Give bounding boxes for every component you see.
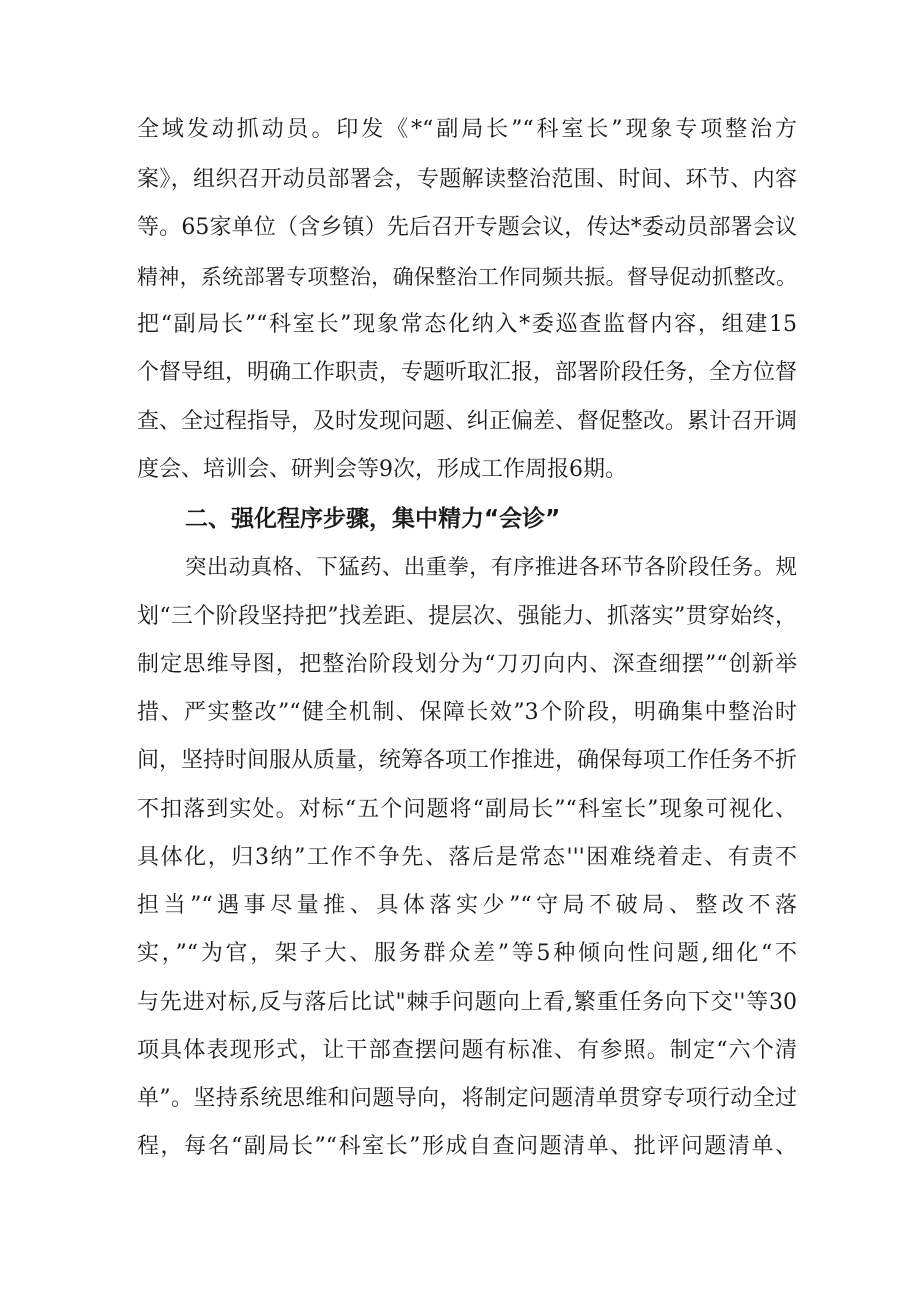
paragraph-line: 与先进对标,反与落后比试"棘手问题向上看,繁重任务向下交''等30 [137,990,797,1015]
paragraph-line: 实，”“为官，架子大、服务群众差”等5种倾向性问题,细化“不 [137,941,797,966]
paragraph-line: 具体化，归3纳”工作不争先、落后是常态'''困难绕着走、有责不 [137,845,797,870]
paragraph-line: 不扣落到实处。对标“五个问题将“副局长”“科室长”现象可视化、 [137,797,797,822]
paragraph-line: 把“副局长”“科室长”现象常态化纳入*委巡查监督内容，组建15 [137,312,797,337]
paragraph-line: 突出动真格、下猛药、出重拳，有序推进各环节各阶段任务。规 [185,555,797,580]
paragraph-line: 等。65家单位（含乡镇）先后召开专题会议，传达*委动员部署会议 [137,215,797,240]
paragraph-line: 间，坚持时间服从质量，统筹各项工作推进，确保每项工作任务不折 [137,748,797,773]
paragraph-line: 制定思维导图，把整治阶段划分为“刀刃向内、深查细摆”“创新举 [137,652,797,677]
paragraph-line: 精神，系统部署专项整治，确保整治工作同频共振。督导促动抓整改。 [137,265,797,289]
paragraph-line: 全域发动抓动员。印发《*“副局长”“科室长”现象专项整治方 [137,117,797,142]
paragraph-line: 单”。坚持系统思维和问题导向，将制定问题清单贯穿专项行动全过 [137,1086,797,1111]
paragraph-line: 措、严实整改”“健全机制、保障长效”3个阶段，明确集中整治时 [137,700,797,725]
paragraph-line: 程，每名“副局长”“科室长”形成自查问题清单、批评问题清单、 [137,1134,797,1159]
paragraph-line: 担当”“遇事尽量推、具体落实少”“守局不破局、整改不落 [137,893,797,918]
paragraph-line: 项具体表现形式，让干部查摆问题有标准、有参照。制定“六个清 [137,1038,797,1063]
paragraph-line: 案》，组织召开动员部署会，专题解读整治范围、时间、环节、内容 [137,167,797,192]
paragraph-line: 度会、培训会、研判会等9次，形成工作周报6期。 [137,457,627,482]
section-heading: 二、强化程序步骤，集中精力“会诊” [185,506,561,532]
paragraph-line: 查、全过程指导，及时发现问题、纠正偏差、督促整改。累计召开调 [137,409,797,434]
paragraph-line: 个督导组，明确工作职责，专题听取汇报，部署阶段任务，全方位督 [137,360,797,385]
paragraph-line: 划“三个阶段坚持把”找差距、提层次、强能力、抓落实”贯穿始终， [137,604,797,629]
